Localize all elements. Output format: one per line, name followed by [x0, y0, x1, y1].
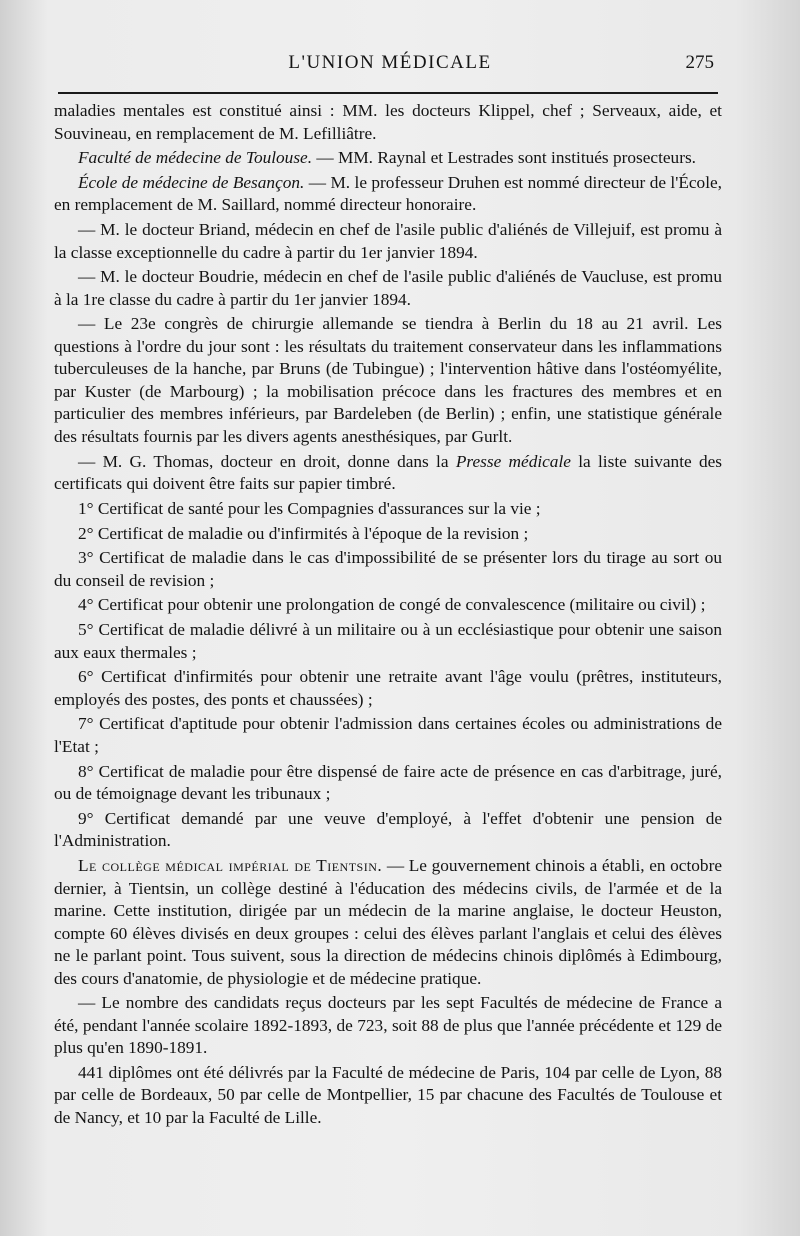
- paragraph: [54, 172, 722, 217]
- paragraph: [54, 1062, 722, 1130]
- paragraph: [54, 266, 722, 311]
- paragraph: [54, 100, 722, 145]
- list-item: [54, 547, 722, 592]
- journal-title: L'UNION MÉDICALE: [288, 52, 492, 73]
- header-rule: [58, 92, 718, 94]
- paragraph-text: — Le nombre des candidats reçus docteurs par les sept Facultés de médecine de France a été, pendant l'année scolaire 1892-1893, de 723, soit 88 de plus que l'année précédente et 129 de plus qu'en 1890-1891.: [54, 993, 722, 1058]
- list-item-text: 6° Certificat d'infirmités pour obtenir une retraite avant l'âge voulu (prêtres, instituteurs, employés des postes, des ponts et chaussées) ;: [54, 667, 722, 709]
- list-item-text: 4° Certificat pour obtenir une prolongation de congé de convalescence (militaire ou civil) ;: [78, 595, 706, 615]
- section-lead: Faculté de médecine de Toulouse.: [78, 148, 313, 168]
- section-lead: École de médecine de Besançon.: [78, 172, 305, 192]
- list-item-text: 8° Certificat de maladie pour être dispensé de faire acte de présence en cas d'arbitrage, juré, ou de témoignage devant les tribunaux ;: [54, 761, 722, 804]
- paragraph-text: — M. G. Thomas, docteur en droit, donne dans la: [78, 451, 456, 471]
- paragraph-text: 441 diplômes ont été délivrés par la Faculté de médecine de Paris, 104 par celle de Lyon, 88 par celle de Bordeaux, 50 par celle de Montpellier, 15 par chacune des Facultés de Toulouse et de Nancy, et 10 par la Faculté de Lille.: [54, 1062, 722, 1127]
- paragraph: [54, 147, 722, 170]
- list-item: [54, 713, 722, 758]
- paragraph-text: maladies mentales est constitué ainsi : MM. les docteurs Klippel, chef ; Serveaux, aide, et Souvineau, en remplacement de M. Lefilliâtre.: [54, 101, 722, 143]
- list-item-text: 2° Certificat de maladie ou d'infirmités à l'époque de la revision ;: [78, 523, 529, 543]
- paragraph-text: — MM. Raynal et Lestrades sont institués prosecteurs.: [312, 148, 696, 168]
- paragraph-text: — Le gouvernement chinois a établi, en octobre dernier, à Tientsin, un collège destiné à l'éducation des médecins civils, de l'armée et de la marine. Cette institution, dirigée par un médecin de la marine anglaise, le docteur Heuston, compte 60 élèves divisés en deux groupes : celui des élèves parlant l'anglais et celui des élèves ne le parlant point. Tous suivent, sous la direction de médecins chinois diplômés à Edimbourg, des cours d'anatomie, de physiologie et de médecine pratique.: [54, 856, 722, 988]
- section-lead: Le collège médical impérial de Tientsin.: [78, 856, 383, 875]
- paragraph: [54, 992, 722, 1060]
- italic-title: Presse médicale: [455, 451, 571, 471]
- list-item: [54, 523, 722, 546]
- list-item: [54, 498, 722, 521]
- list-item: [54, 761, 722, 806]
- list-item-text: 9° Certificat demandé par une veuve d'employé, à l'effet d'obtenir une pension de l'Administration.: [54, 808, 722, 851]
- list-item-text: 3° Certificat de maladie dans le cas d'impossibilité de se présenter lors du tirage au sort ou du conseil de revision ;: [54, 548, 722, 590]
- running-header: [60, 48, 720, 78]
- paragraph: [54, 451, 722, 496]
- paragraph-text: la liste suivante des certificats qui doivent être faits sur papier timbré.: [54, 451, 722, 494]
- list-item: [54, 594, 722, 617]
- article-body: [54, 100, 722, 1132]
- paragraph: [54, 313, 722, 448]
- list-item: [54, 808, 722, 853]
- page-number: 275: [685, 52, 714, 73]
- paragraph-text: — M. le docteur Boudrie, médecin en chef de l'asile public d'aliénés de Vaucluse, est promu à la 1re classe du cadre à partir du 1er janvier 1894.: [54, 267, 722, 309]
- paragraph: [54, 219, 722, 264]
- list-item-text: 1° Certificat de santé pour les Compagnies d'assurances sur la vie ;: [78, 498, 541, 518]
- list-item-text: 7° Certificat d'aptitude pour obtenir l'admission dans certaines écoles ou administrations de l'Etat ;: [54, 714, 722, 756]
- list-item-text: 5° Certificat de maladie délivré à un militaire ou à un ecclésiastique pour obtenir une saison aux eaux thermales ;: [54, 620, 722, 662]
- paragraph-text: — M. le docteur Briand, médecin en chef de l'asile public d'aliénés de Villejuif, est promu à la classe exceptionnelle du cadre à partir du 1er janvier 1894.: [54, 220, 722, 262]
- paragraph-text: — Le 23e congrès de chirurgie allemande se tiendra à Berlin du 18 au 21 avril. Les questions à l'ordre du jour sont : les résultats du traitement conservateur dans les inflammations tuberculeuses de la hanche, par Bruns (de Tubingue) ; l'intervention hâtive dans l'ostéomyélite, par Kuster (de Marbourg) ; la mobilisation précoce dans les fractures des membres et en particulier des membres inférieurs, par Bardeleben (de Berlin) ; enfin, une statistique générale des résultats fournis par les divers agents anesthésiques, par Gurlt.: [54, 314, 722, 446]
- list-item: [54, 619, 722, 664]
- list-item: [54, 666, 722, 711]
- paragraph-text: — M. le professeur Druhen est nommé directeur de l'École, en remplacement de M. Saillard, nommé directeur honoraire.: [54, 172, 722, 215]
- paragraph: [54, 855, 722, 990]
